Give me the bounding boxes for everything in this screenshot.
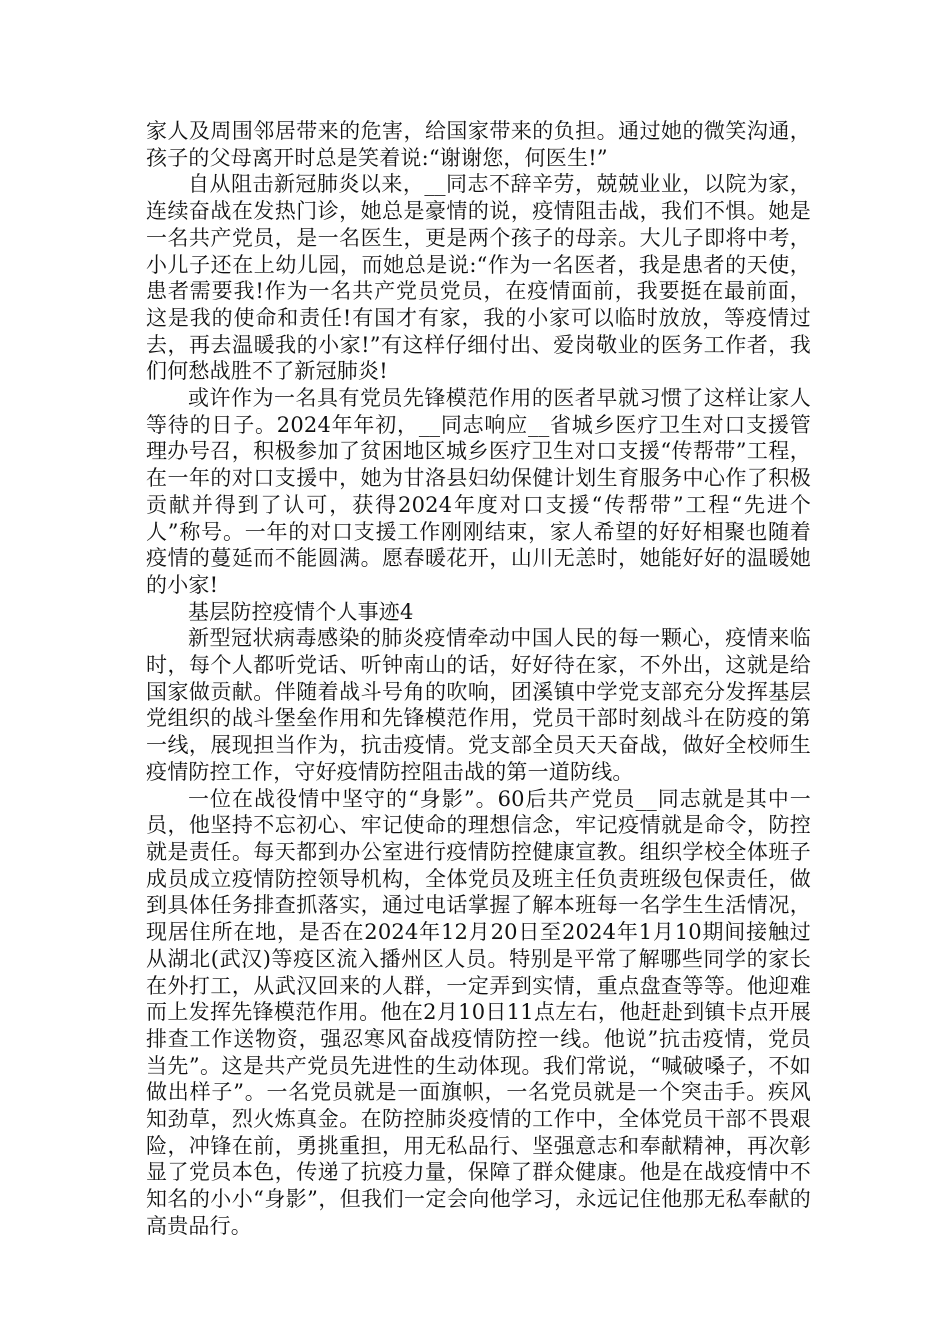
- document-body: [146, 118, 811, 1240]
- paragraph-3: 或许作为一名具有党员先锋模范作用的医者早就习惯了这样让家人等待的日子。2024年年初，__同志响应__省城乡医疗卫生对口支援管理办号召，积极参加了贫困地区城乡医疗卫生对口支援“传帮带”工程，在一年的对口支援中，她为甘洛县妇幼保健计划生育服务中心作了积极贡献并得到了认可，获得2024年度对口支援“传帮带”工程“先进个人”称号。一年的对口支援工作刚刚结束，家人希望的好好相聚也随着疫情的蔓延而不能圆满。愿春暖花开，山川无恙时，她能好好的温暖她的小家!: [146, 386, 811, 597]
- paragraph-2: 自从阻击新冠肺炎以来，__同志不辞辛劳，兢兢业业，以院为家，连续奋战在发热门诊，她总是豪情的说，疫情阻击战，我们不惧。她是一名共产党员，是一名医生，更是两个孩子的母亲。大儿子即将中考，小儿子还在上幼儿园，而她总是说:“作为一名医者，我是患者的天使，患者需要我!作为一名共产党员党员，在疫情面前，我要挺在最前面，这是我的使命和责任!有国才有家，我的小家可以临时放放，等疫情过去，再去温暖我的小家!”有这样仔细付出、爱岗敬业的医务工作者，我们何愁战胜不了新冠肺炎!: [146, 172, 811, 384]
- paragraph-1: 家人及周围邻居带来的危害，给国家带来的负担。通过她的微笑沟通，孩子的父母离开时总是笑着说:“谢谢您，何医生!”: [146, 119, 811, 170]
- paragraph-4: 新型冠状病毒感染的肺炎疫情牵动中国人民的每一颗心，疫情来临时，每个人都听党话、听钟南山的话，好好待在家，不外出，这就是给国家做贡献。伴随着战斗号角的吹响，团溪镇中学党支部充分发挥基层党组织的战斗堡垒作用和先锋模范作用，党员干部时刻战斗在防疫的第一线，展现担当作为，抗击疫情。党支部全员天天奋战，做好全校师生疫情防控工作，守好疫情防控阻击战的第一道防线。: [146, 626, 811, 784]
- section-heading: 基层防控疫情个人事迹4: [188, 599, 414, 624]
- paragraph-5: 一位在战役情中坚守的“身影”。60后共产党员__同志就是其中一员，他坚持不忘初心、牢记使命的理想信念，牢记疫情就是命令，防控就是责任。每天都到办公室进行疫情防控健康宣教。组织学校全体班子成员成立疫情防控领导机构，全体党员及班主任负责班级包保责任，做到具体任务排查抓落实，通过电话掌握了解本班每一名学生生活情况，现居住所在地，是否在2024年12月20日至2024年1月10期间接触过从湖北(武汉)等疫区流入播州区人员。特别是平常了解哪些同学的家长在外打工，从武汉回来的人群，一定弄到实情，重点盘查等等。他迎难而上发挥先锋模范作用。他在2月10日11点左右，他赶赴到镇卡点开展排查工作送物资，强忍寒风奋战疫情防控一线。他说”抗击疫情，党员当先”。这是共产党员先进性的生动体现。我们常说，“喊破嗓子，不如做出样子”。一名党员就是一面旗帜，一名党员就是一个突击手。疾风知劲草，烈火炼真金。在防控肺炎疫情的工作中，全体党员干部不畏艰险，冲锋在前，勇挑重担，用无私品行、坚强意志和奉献精神，再次彰显了党员本色，传递了抗疫力量，保障了群众健康。他是在战疫情中不知名的小小“身影”，但我们一定会向他学习，永远记住他那无私奉献的高贵品行。: [146, 786, 811, 1238]
